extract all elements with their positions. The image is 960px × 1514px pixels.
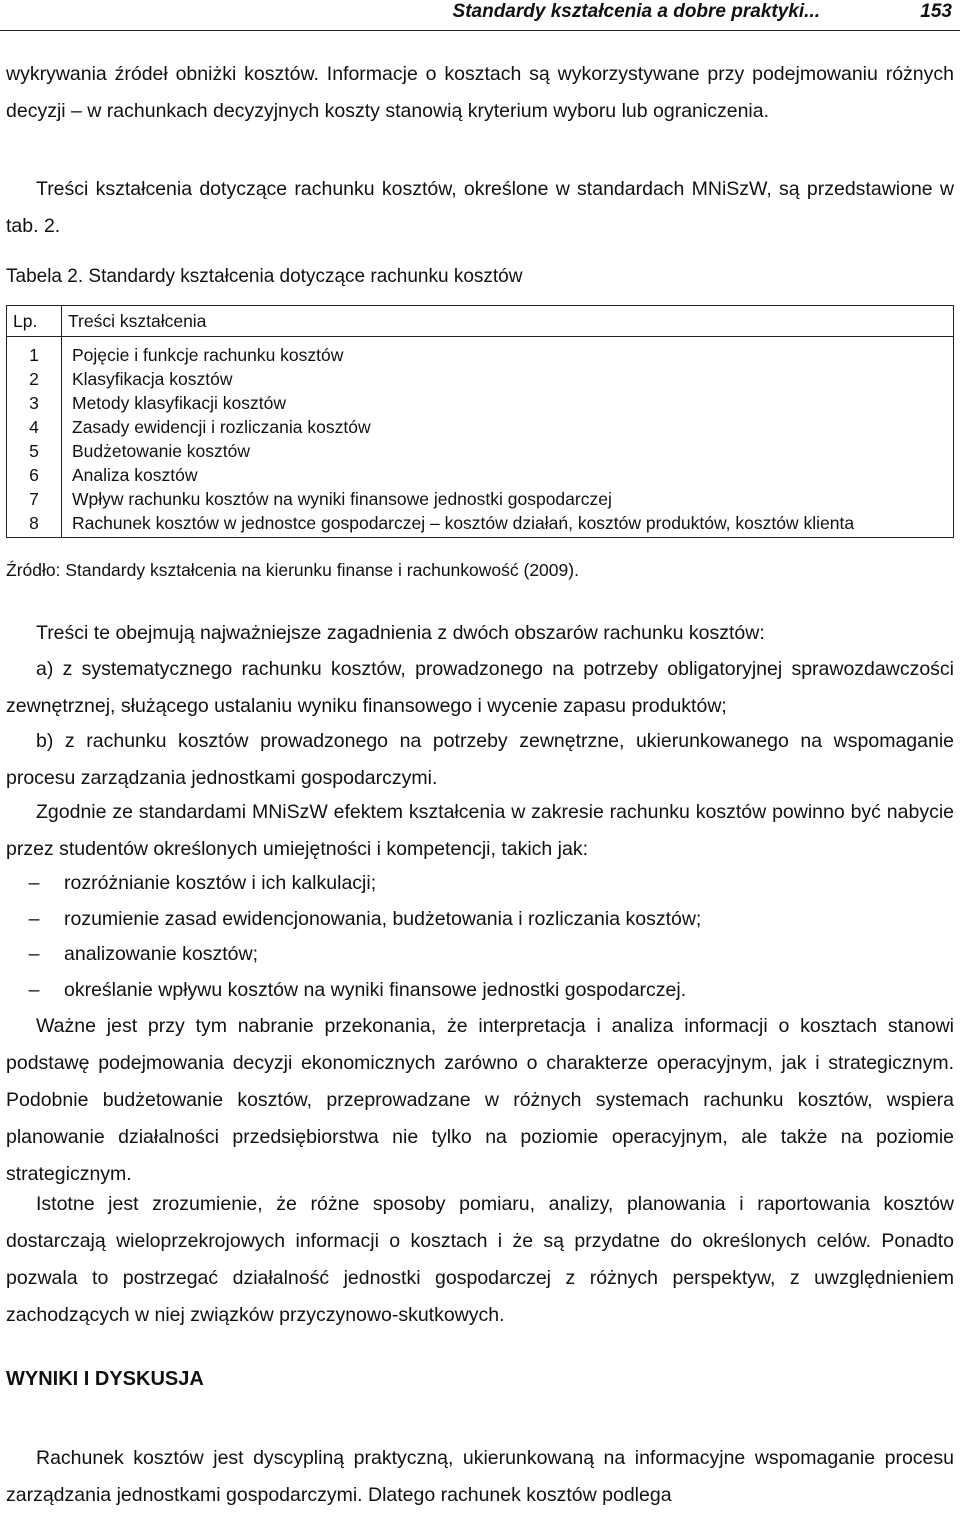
paragraph-areas-intro: Treści te obejmują najważniejsze zagadnienia z dwóch obszarów rachunku kosztów: xyxy=(36,622,765,644)
competencies-list xyxy=(6,866,954,1008)
row-text: Analiza kosztów xyxy=(62,463,954,487)
list-item xyxy=(6,937,954,973)
standards-table xyxy=(6,305,954,538)
table-row xyxy=(7,367,954,391)
list-item xyxy=(6,973,954,1009)
running-title: Standardy kształcenia a dobre praktyki... xyxy=(452,1,820,22)
row-number: 3 xyxy=(7,391,62,415)
page-header xyxy=(0,0,960,31)
paragraph-understanding: Istotne jest zrozumienie, że różne sposoby pomiaru, analizy, planowania i raportowania kosztów dostarczają wieloprzekrojowych informacji o kosztach i że są przydatne do określonych celów. Ponadto pozwala to postrzegać działalność jednostki gospodarczej z różnych perspektyw, z uwzględnieniem zachodzących w niej związków przyczynowo-skutkowych. xyxy=(6,1193,954,1326)
row-text: Metody klasyfikacji kosztów xyxy=(62,391,954,415)
list-item-text: rozróżnianie kosztów i ich kalkulacji; xyxy=(64,872,377,894)
list-item-text: określanie wpływu kosztów na wyniki finansowe jednostki gospodarczej. xyxy=(64,978,687,1001)
row-number: 8 xyxy=(7,511,62,538)
table-header-content: Treści kształcenia xyxy=(62,306,954,337)
row-number: 5 xyxy=(7,439,62,463)
row-number: 7 xyxy=(7,487,62,511)
section-heading: WYNIKI I DYSKUSJA xyxy=(6,1368,204,1390)
table-caption: Tabela 2. Standardy kształcenia dotyczące rachunku kosztów xyxy=(6,266,523,287)
row-text: Pojęcie i funkcje rachunku kosztów xyxy=(62,337,954,368)
paragraph-area-a: a) z systematycznego rachunku kosztów, prowadzonego na potrzeby obligatoryjnej sprawozdawczości zewnętrznej, służącego ustalaniu wyniku finansowego i wycenie zapasu produktów; xyxy=(6,658,954,717)
dash-bullet-icon: – xyxy=(28,907,40,930)
row-text: Budżetowanie kosztów xyxy=(62,439,954,463)
row-text: Rachunek kosztów w jednostce gospodarczej – kosztów działań, kosztów produktów, kosztów klienta xyxy=(62,511,954,538)
row-number: 2 xyxy=(7,367,62,391)
row-text: Klasyfikacja kosztów xyxy=(62,367,954,391)
table-row xyxy=(7,511,954,538)
table-row xyxy=(7,439,954,463)
list-item xyxy=(6,866,954,902)
row-text: Zasady ewidencji i rozliczania kosztów xyxy=(62,415,954,439)
paragraph-intro-continuation: wykrywania źródeł obniżki kosztów. Informacje o kosztach są wykorzystywane przy podejmowaniu różnych decyzji – w rachunkach decyzyjnych koszty stanowią kryterium wyboru lub ograniczenia. xyxy=(6,63,954,122)
table-header-row xyxy=(7,306,954,337)
table-row xyxy=(7,415,954,439)
row-number: 6 xyxy=(7,463,62,487)
list-item-text: rozumienie zasad ewidencjonowania, budżetowania i rozliczania kosztów; xyxy=(64,907,702,930)
table-row xyxy=(7,391,954,415)
dash-bullet-icon: – xyxy=(28,943,40,965)
paragraph-results: Rachunek kosztów jest dyscypliną praktyczną, ukierunkowaną na informacyjne wspomaganie procesu zarządzania jednostkami gospodarczymi. Dlatego rachunek kosztów podlega xyxy=(6,1447,954,1506)
paragraph-learning-outcomes: Zgodnie ze standardami MNiSzW efektem kształcenia w zakresie rachunku kosztów powinno być nabycie przez studentów określonych umiejętności i kompetencji, takich jak: xyxy=(6,801,954,860)
paragraph-table-reference: Treści kształcenia dotyczące rachunku kosztów, określone w standardach MNiSzW, są przedstawione w tab. 2. xyxy=(6,178,954,237)
table-row xyxy=(7,463,954,487)
paragraph-area-b: b) z rachunku kosztów prowadzonego na potrzeby zewnętrzne, ukierunkowanego na wspomaganie procesu zarządzania jednostkami gospodarczymi. xyxy=(6,730,954,789)
row-number: 4 xyxy=(7,415,62,439)
row-text: Wpływ rachunku kosztów na wyniki finansowe jednostki gospodarczej xyxy=(62,487,954,511)
dash-bullet-icon: – xyxy=(28,872,40,894)
row-number: 1 xyxy=(7,337,62,368)
table-header-lp: Lp. xyxy=(7,306,62,337)
table-row xyxy=(7,487,954,511)
list-item-text: analizowanie kosztów; xyxy=(64,943,259,965)
page-number: 153 xyxy=(920,1,952,22)
list-item xyxy=(6,902,954,938)
table-row xyxy=(7,337,954,368)
table-source: Źródło: Standardy kształcenia na kierunku finanse i rachunkowość (2009). xyxy=(6,560,579,580)
paragraph-importance: Ważne jest przy tym nabranie przekonania, że interpretacja i analiza informacji o kosztach stanowi podstawę podejmowania decyzji ekonomicznych zarówno o charakterze operacyjnym, jak i strategicznym. Podobnie budżetowanie kosztów, przeprowadzane w różnych systemach rachunku kosztów, wspiera planowanie działalności przedsiębiorstwa nie tylko na poziomie operacyjnym, ale także na poziomie strategicznym. xyxy=(6,1015,954,1185)
dash-bullet-icon: – xyxy=(28,978,40,1001)
